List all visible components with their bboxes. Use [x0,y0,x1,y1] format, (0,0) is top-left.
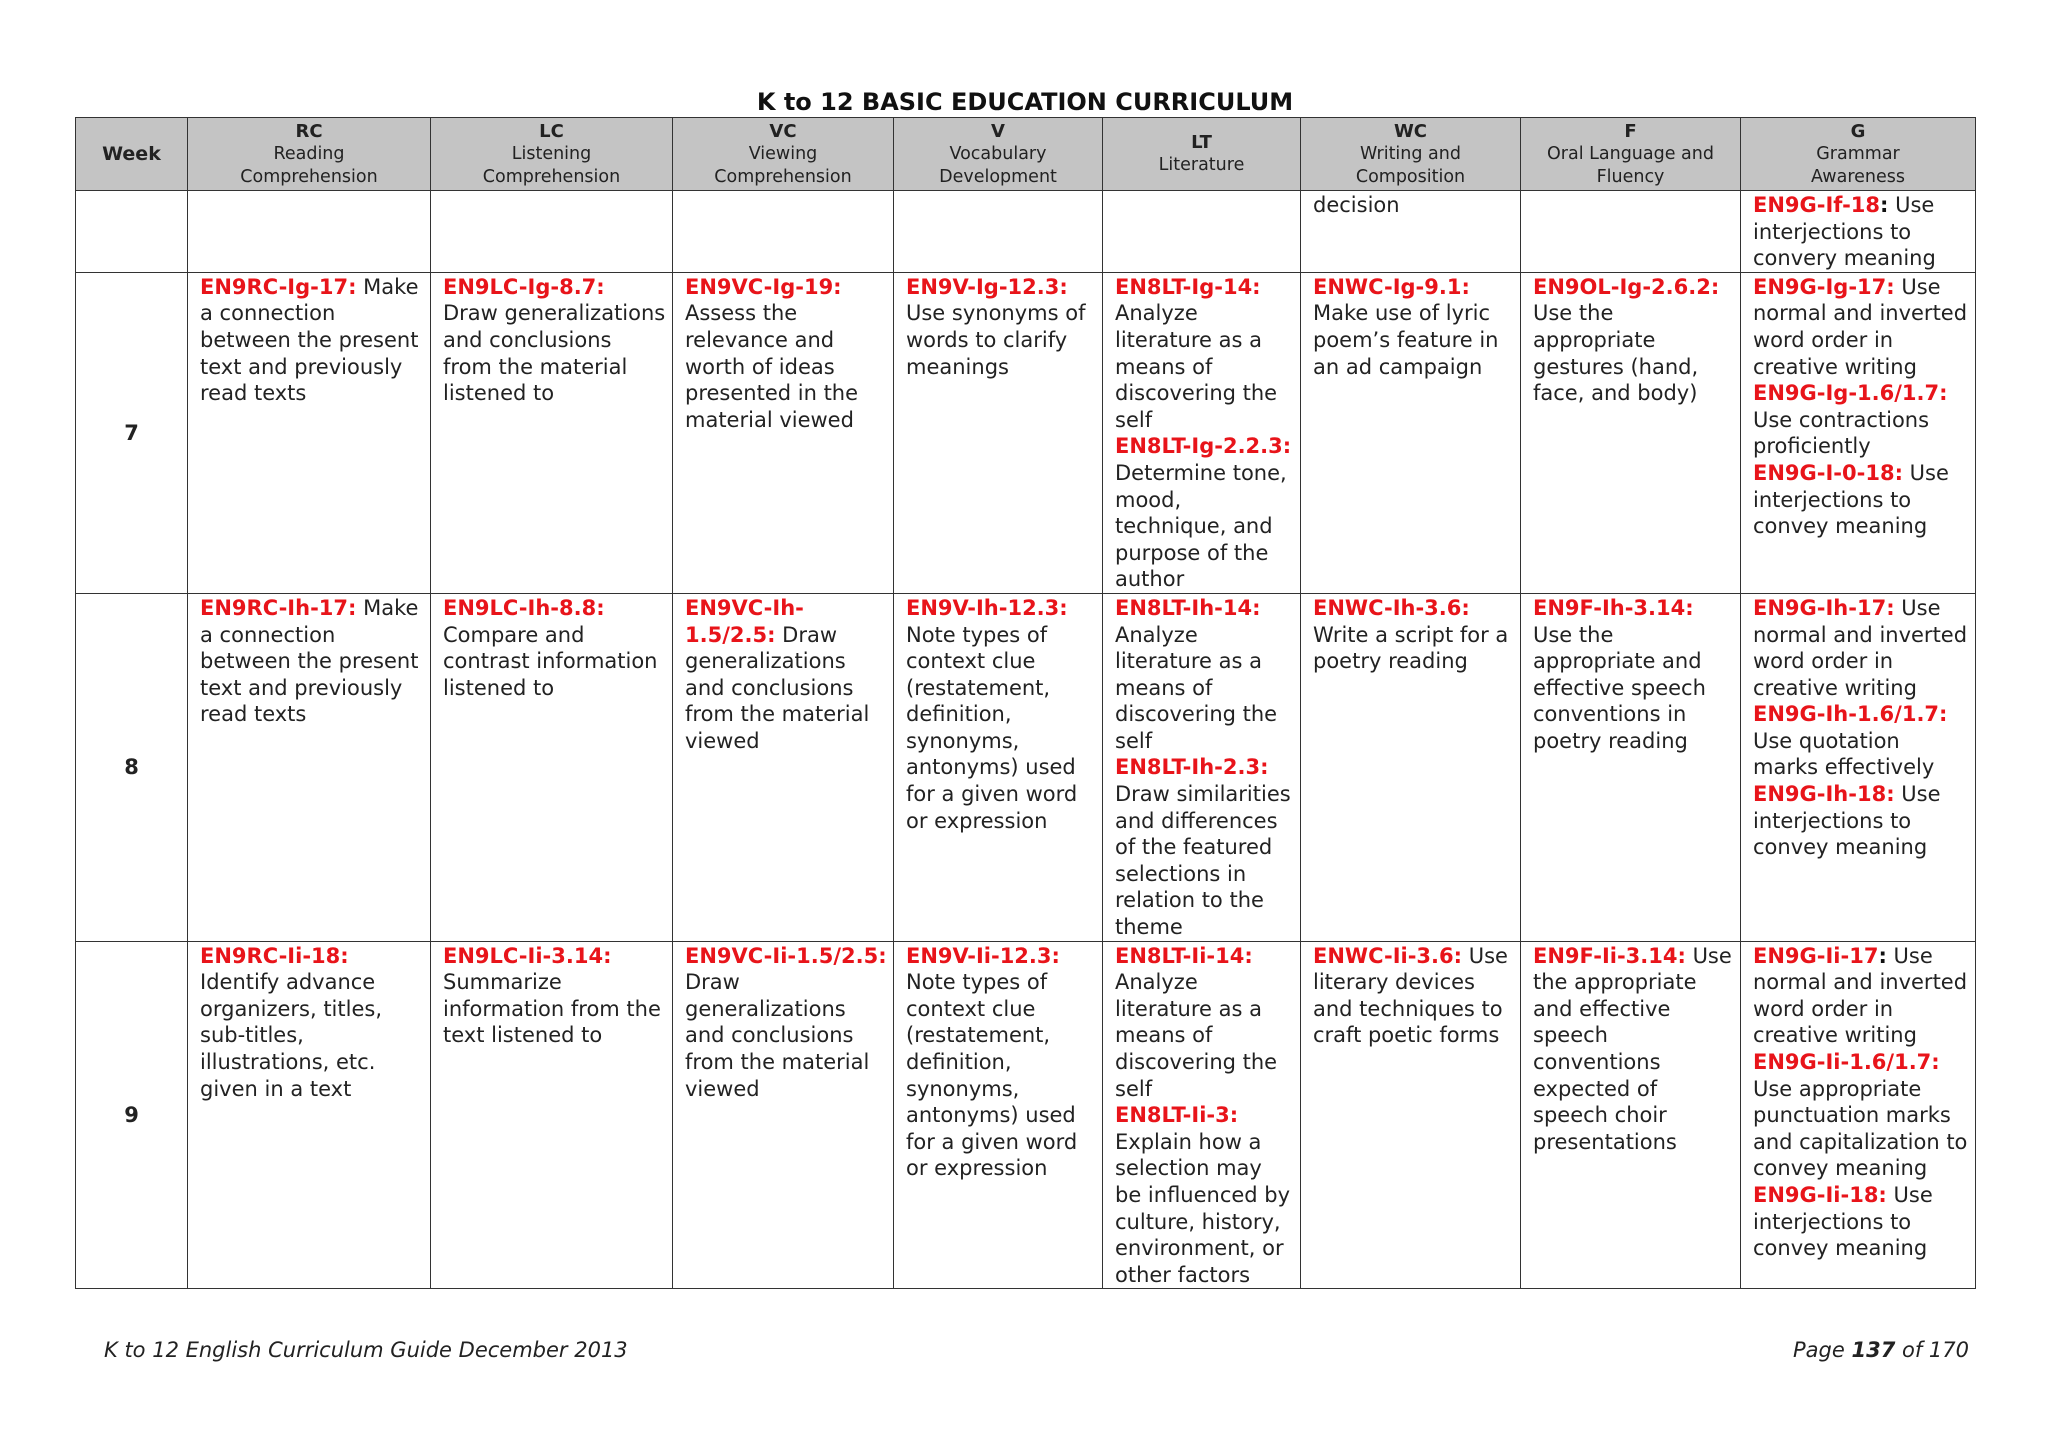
table-row [76,191,1976,273]
competency-entry [443,274,666,407]
table-body [76,191,1976,1289]
competency-code: EN9V-Ii-12.3: [906,943,1060,968]
competency-entry [1115,754,1294,940]
competency-description: Make a connection between the present text and previously read texts [200,274,419,406]
competency-entry [200,943,424,1103]
cell-rc [188,593,431,941]
competency-entry [200,274,424,407]
code-separator: : [1878,943,1887,968]
header-row [76,118,1976,191]
competency-description: Identify advance organizers, titles, sub-titles, illustrations, etc. given in a text [200,970,382,1101]
competency-code: EN9RC-Ih-17: [200,595,357,620]
competency-description: Determine tone, mood, technique, and purpose of the author [1115,460,1287,592]
competency-entry [1115,595,1294,755]
competency-entry [1753,460,1969,540]
cell-lt [1103,191,1301,273]
competency-description: Use normal and inverted word order in creative writing [1753,943,1968,1048]
competency-description: decision [1313,193,1400,217]
competency-description: Explain how a selection may be influenced by culture, history, environment, or other factors [1115,1129,1291,1287]
competency-entry [906,274,1096,380]
cell-v [894,272,1103,593]
competency-code: EN9G-Ig-1.6/1.7: [1753,381,1948,406]
competency-code: EN8LT-Ig-2.2.3: [1115,434,1292,459]
competency-description: Compare and contrast information listened to [443,622,658,700]
week-number: 9 [76,941,188,1289]
table-row [76,941,1976,1289]
competency-code: EN9G-Ii-17 [1753,943,1879,968]
competency-code: EN9F-Ih-3.14: [1533,595,1694,620]
competency-entry [1313,943,1514,1049]
competency-entry [1753,274,1969,380]
competency-entry [443,595,666,701]
competency-entry [1753,701,1969,781]
cell-rc [188,272,431,593]
cell-lc [431,272,673,593]
competency-entry [1313,595,1514,675]
competency-code: EN8LT-Ih-2.3: [1115,755,1269,780]
competency-description: Note types of context clue (restatement, definition, synonyms, antonyms) used for a given word or expression [906,622,1078,833]
cell-lc [431,941,673,1289]
competency-code: EN9VC-Ii-1.5/2.5: [685,943,887,968]
curriculum-table [75,117,1976,1289]
competency-description: Use interjections to convey meaning [1753,1182,1933,1261]
competency-description: Use contractions proficiently [1753,407,1930,459]
competency-description: Use normal and inverted word order in creative writing [1753,595,1968,700]
competency-code: EN9VC-Ih-1.5/2.5: [685,595,804,647]
competency-description: Write a script for a poetry reading [1313,622,1509,674]
header-vc: VC Viewing Comprehension [673,118,894,191]
competency-description: Use the appropriate and effective speech conventions in poetry reading [1533,622,1706,753]
cell-g [1741,272,1976,593]
competency-description: Make use of lyric poem’s feature in an ad campaign [1313,301,1499,379]
competency-description: Use the appropriate and effective speech conventions expected of speech choir presentations [1533,943,1732,1154]
competency-description: Use interjections to convey meaning [1753,782,1941,860]
competency-entry [906,595,1096,834]
cell-rc [188,941,431,1289]
header-lt: LT Literature [1103,118,1301,191]
cell-v [894,191,1103,273]
competency-code: EN9OL-Ig-2.6.2: [1533,274,1720,299]
competency-entry [1753,943,1969,1049]
page-title: K to 12 BASIC EDUCATION CURRICULUM [756,88,1294,116]
competency-entry [1753,192,1969,272]
cell-g [1741,191,1976,273]
competency-code: EN9F-Ii-3.14: [1533,943,1686,968]
header-rc: RC Reading Comprehension [188,118,431,191]
competency-description: Draw generalizations and conclusions from the material viewed [685,970,870,1101]
competency-entry [685,274,887,434]
competency-entry [685,595,887,755]
cell-vc [673,593,894,941]
cell-vc [673,941,894,1289]
header-f: F Oral Language and Fluency [1521,118,1741,191]
cell-f [1521,272,1741,593]
header-week: Week [76,118,188,191]
code-separator: : [1880,193,1889,217]
competency-entry [443,943,666,1049]
week-number [76,191,188,273]
competency-entry [1753,781,1969,861]
competency-description: Draw generalizations and conclusions from the material listened to [443,301,666,406]
cell-lc [431,191,673,273]
cell-f [1521,191,1741,273]
competency-code: EN9LC-Ig-8.7: [443,274,605,299]
competency-description: Draw generalizations and conclusions from the material viewed [685,622,870,753]
competency-code: EN9G-Ih-18: [1753,782,1895,807]
competency-description: Analyze literature as a means of discovering the self [1115,301,1278,432]
competency-code: EN9G-I-0-18: [1753,460,1903,485]
cell-v [894,941,1103,1289]
cell-v [894,593,1103,941]
cell-f [1521,593,1741,941]
competency-code: EN9G-Ii-1.6/1.7: [1753,1050,1940,1074]
competency-code: EN9RC-Ii-18: [200,943,349,968]
competency-description: Use synonyms of words to clarify meanings [906,301,1086,379]
competency-description: Draw similarities and differences of the featured selections in relation to the theme [1115,782,1291,940]
competency-description: Use appropriate punctuation marks and capitalization to convey meaning [1753,1076,1968,1181]
competency-code: EN9RC-Ig-17: [200,274,357,299]
competency-description: Use interjections to convey meaning [1753,460,1949,539]
cell-lt [1103,941,1301,1289]
footer-guide-title: K to 12 English Curriculum Guide December 2013 [104,1338,628,1362]
header-v: V Vocabulary Development [894,118,1103,191]
header-lc: LC Listening Comprehension [431,118,673,191]
header-g: G Grammar Awareness [1741,118,1976,191]
competency-code: EN9LC-Ih-8.8: [443,595,605,620]
cell-rc [188,191,431,273]
competency-code: EN9G-Ii-18: [1753,1182,1887,1207]
competency-entry [1533,274,1734,407]
competency-code: EN8LT-Ig-14: [1115,274,1261,299]
cell-lt [1103,593,1301,941]
competency-entry [1115,433,1294,593]
competency-entry [1533,595,1734,755]
table-row [76,272,1976,593]
competency-description: Assess the relevance and worth of ideas presented in the material viewed [685,301,859,432]
competency-code: EN9G-Ig-17: [1753,274,1895,299]
competency-code: EN9G-If-18 [1753,193,1881,217]
cell-wc [1301,593,1521,941]
competency-code: EN9VC-Ig-19: [685,274,842,299]
competency-entry [906,943,1096,1182]
competency-code: ENWC-Ih-3.6: [1313,595,1470,620]
competency-entry [1533,943,1734,1156]
cell-g [1741,941,1976,1289]
cell-vc [673,272,894,593]
competency-description: Analyze literature as a means of discovering the self [1115,970,1278,1101]
competency-description: Analyze literature as a means of discovering the self [1115,622,1278,753]
competency-description: Use the appropriate gestures (hand, face, and body) [1533,301,1699,406]
competency-code: EN9V-Ig-12.3: [906,274,1068,299]
competency-description: Use interjections to convery meaning [1753,193,1936,271]
cell-lc [431,593,673,941]
competency-code: EN9G-Ih-1.6/1.7: [1753,702,1948,727]
cell-g [1741,593,1976,941]
table-row [76,593,1976,941]
competency-description: Summarize information from the text listened to [443,970,661,1048]
cell-f [1521,941,1741,1289]
competency-code: EN8LT-Ih-14: [1115,595,1261,620]
competency-entry [1313,274,1514,380]
competency-entry [1313,192,1514,219]
competency-code: EN9G-Ih-17: [1753,595,1895,620]
competency-description: Make a connection between the present text and previously read texts [200,595,419,727]
competency-description: Use normal and inverted word order in creative writing [1753,274,1968,379]
competency-description: Use quotation marks effectively [1753,728,1935,780]
competency-code: ENWC-Ig-9.1: [1313,274,1470,299]
cell-lt [1103,272,1301,593]
header-wc: WC Writing and Composition [1301,118,1521,191]
competency-code: EN8LT-Ii-3: [1115,1103,1239,1128]
competency-description: Note types of context clue (restatement, definition, synonyms, antonyms) used for a given word or expression [906,970,1078,1181]
competency-entry [1115,274,1294,434]
competency-code: EN8LT-Ii-14: [1115,943,1253,968]
competency-entry [1115,1102,1294,1288]
competency-entry [1753,1182,1969,1262]
competency-entry [1753,380,1969,460]
cell-vc [673,191,894,273]
footer-page-number: Page 137 of 170 [1793,1338,1969,1362]
competency-code: ENWC-Ii-3.6: [1313,943,1463,968]
competency-code: EN9LC-Ii-3.14: [443,943,612,968]
week-number: 8 [76,593,188,941]
competency-code: EN9V-Ih-12.3: [906,595,1068,620]
competency-entry [1753,1049,1969,1182]
cell-wc [1301,272,1521,593]
competency-entry [685,943,887,1103]
competency-entry [200,595,424,728]
week-number: 7 [76,272,188,593]
competency-entry [1115,943,1294,1103]
cell-wc [1301,191,1521,273]
cell-wc [1301,941,1521,1289]
competency-description: Use literary devices and techniques to craft poetic forms [1313,943,1508,1048]
competency-entry [1753,595,1969,701]
